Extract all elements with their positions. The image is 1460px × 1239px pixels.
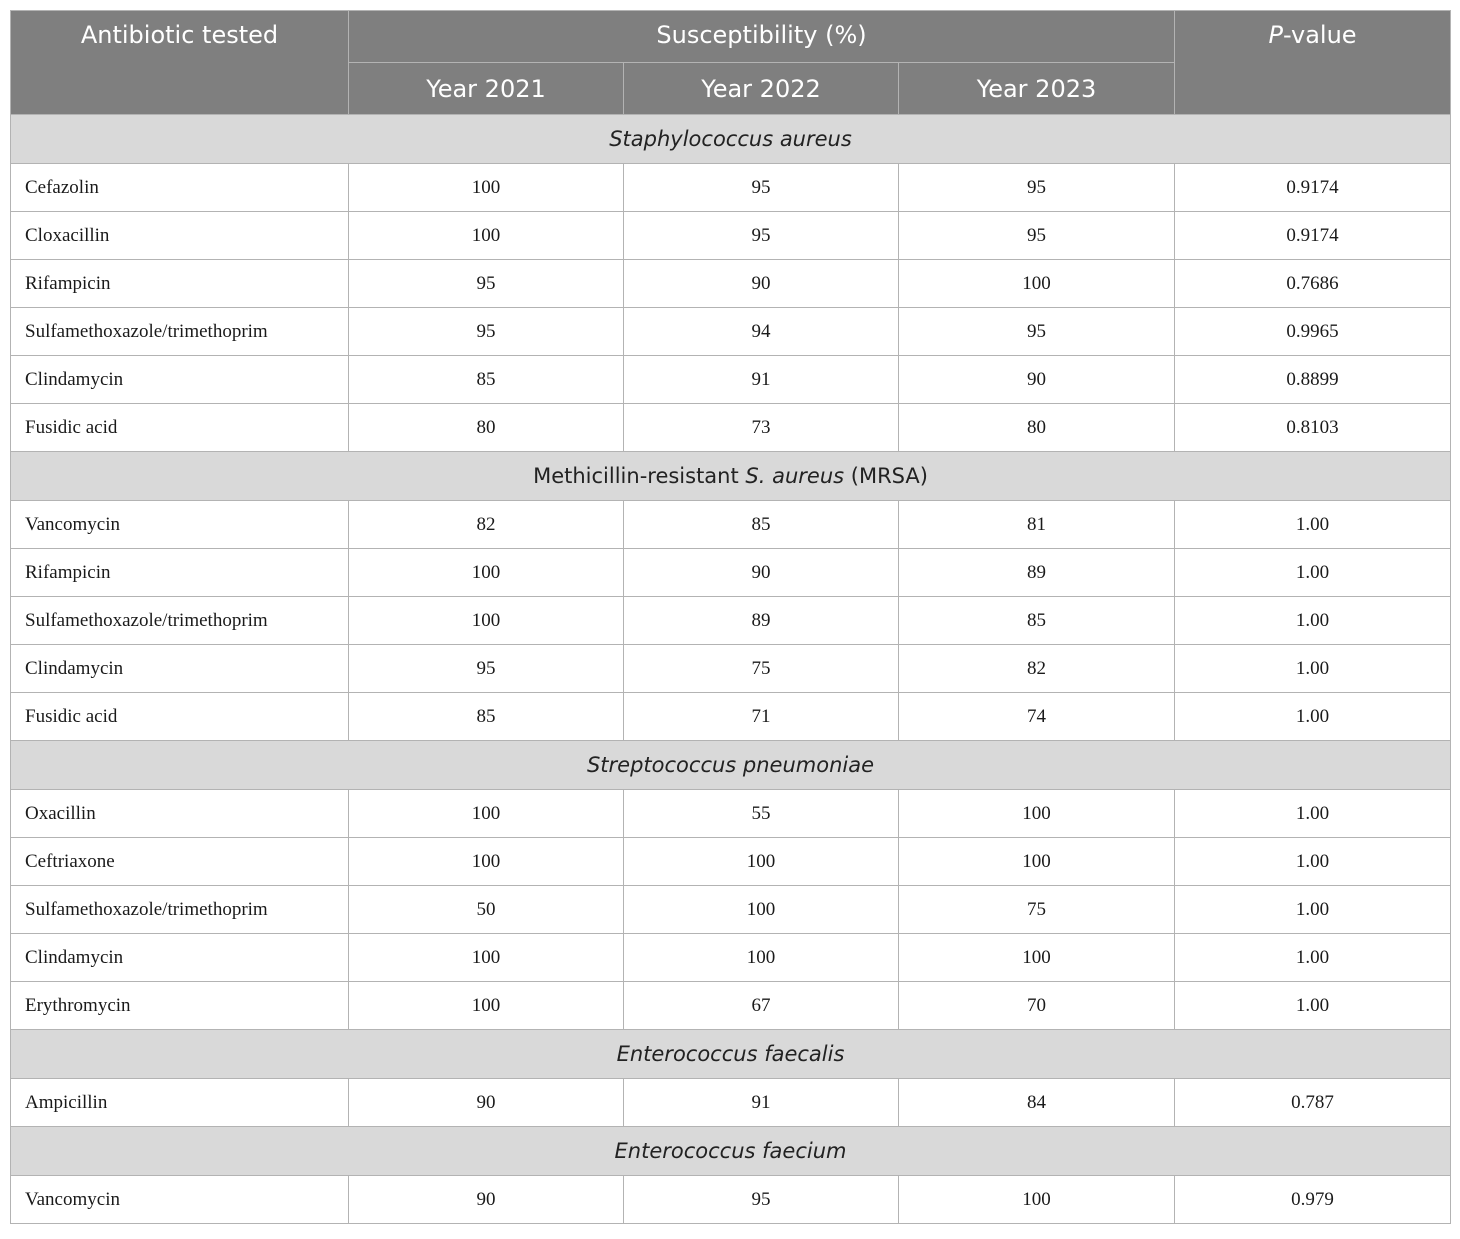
cell-antibiotic: Rifampicin: [11, 549, 349, 597]
cell-pvalue: 0.8899: [1175, 356, 1451, 404]
group-row: [11, 452, 1451, 501]
cell-2022: 55: [624, 790, 899, 838]
cell-2023: 100: [899, 1176, 1175, 1224]
cell-2023: 75: [899, 886, 1175, 934]
group-title: [11, 452, 1451, 501]
cell-2023: 80: [899, 404, 1175, 452]
table-row: [11, 790, 1451, 838]
group-title-italic: Streptococcus pneumoniae: [586, 753, 875, 777]
cell-2022: 100: [624, 838, 899, 886]
cell-2021: 82: [349, 501, 624, 549]
cell-pvalue: 1.00: [1175, 886, 1451, 934]
cell-pvalue: 0.9174: [1175, 164, 1451, 212]
cell-antibiotic: Cefazolin: [11, 164, 349, 212]
cell-2022: 91: [624, 356, 899, 404]
table-row: [11, 838, 1451, 886]
table-row: [11, 549, 1451, 597]
table-header: [11, 11, 1451, 115]
table-row: [11, 645, 1451, 693]
cell-2022: 75: [624, 645, 899, 693]
cell-2021: 100: [349, 790, 624, 838]
cell-antibiotic: Fusidic acid: [11, 693, 349, 741]
cell-2021: 50: [349, 886, 624, 934]
group-row: [11, 1030, 1451, 1079]
group-row: [11, 741, 1451, 790]
table-row: [11, 982, 1451, 1030]
cell-2022: 100: [624, 934, 899, 982]
cell-pvalue: 1.00: [1175, 838, 1451, 886]
cell-2021: 80: [349, 404, 624, 452]
header-pvalue: [1175, 11, 1451, 115]
header-year-2022: Year 2022: [624, 63, 899, 115]
cell-pvalue: 0.9965: [1175, 308, 1451, 356]
table-row: [11, 164, 1451, 212]
cell-antibiotic: Sulfamethoxazole/trimethoprim: [11, 886, 349, 934]
cell-antibiotic: Fusidic acid: [11, 404, 349, 452]
cell-2023: 100: [899, 934, 1175, 982]
cell-2022: 91: [624, 1079, 899, 1127]
table-body: [11, 115, 1451, 1224]
cell-2022: 95: [624, 212, 899, 260]
table-row: [11, 1176, 1451, 1224]
cell-2023: 95: [899, 212, 1175, 260]
cell-antibiotic: Clindamycin: [11, 356, 349, 404]
header-pvalue-italic: P: [1268, 21, 1283, 49]
cell-2022: 85: [624, 501, 899, 549]
cell-2023: 81: [899, 501, 1175, 549]
cell-antibiotic: Cloxacillin: [11, 212, 349, 260]
group-title: [11, 115, 1451, 164]
table-row: [11, 260, 1451, 308]
table-row: [11, 356, 1451, 404]
cell-2023: 95: [899, 308, 1175, 356]
group-title-italic: S. aureus: [745, 464, 845, 488]
cell-2023: 100: [899, 790, 1175, 838]
table-row: [11, 212, 1451, 260]
cell-2023: 89: [899, 549, 1175, 597]
cell-pvalue: 1.00: [1175, 597, 1451, 645]
cell-pvalue: 1.00: [1175, 501, 1451, 549]
cell-antibiotic: Vancomycin: [11, 501, 349, 549]
cell-2021: 100: [349, 838, 624, 886]
group-row: [11, 115, 1451, 164]
table-row: [11, 597, 1451, 645]
cell-antibiotic: Oxacillin: [11, 790, 349, 838]
cell-2021: 100: [349, 212, 624, 260]
cell-2022: 67: [624, 982, 899, 1030]
table-row: [11, 1079, 1451, 1127]
group-title-text: Methicillin-resistant: [533, 464, 746, 488]
cell-pvalue: 1.00: [1175, 982, 1451, 1030]
cell-2023: 100: [899, 838, 1175, 886]
cell-2022: 100: [624, 886, 899, 934]
cell-2023: 84: [899, 1079, 1175, 1127]
cell-pvalue: 1.00: [1175, 934, 1451, 982]
cell-2023: 90: [899, 356, 1175, 404]
cell-2023: 70: [899, 982, 1175, 1030]
cell-2023: 82: [899, 645, 1175, 693]
cell-antibiotic: Rifampicin: [11, 260, 349, 308]
cell-2021: 95: [349, 260, 624, 308]
cell-pvalue: 1.00: [1175, 790, 1451, 838]
header-pvalue-rest: -value: [1282, 21, 1357, 49]
table-row: [11, 308, 1451, 356]
cell-pvalue: 1.00: [1175, 645, 1451, 693]
group-title-italic: Enterococcus faecium: [614, 1139, 847, 1163]
cell-2021: 90: [349, 1079, 624, 1127]
group-title-italic: Staphylococcus aureus: [609, 127, 852, 151]
cell-2023: 100: [899, 260, 1175, 308]
cell-pvalue: 0.787: [1175, 1079, 1451, 1127]
cell-2022: 89: [624, 597, 899, 645]
cell-2021: 100: [349, 164, 624, 212]
cell-2021: 85: [349, 356, 624, 404]
cell-2022: 90: [624, 260, 899, 308]
cell-antibiotic: Sulfamethoxazole/trimethoprim: [11, 308, 349, 356]
cell-2022: 95: [624, 164, 899, 212]
table-row: [11, 886, 1451, 934]
cell-pvalue: 0.7686: [1175, 260, 1451, 308]
group-title-text: (MRSA): [844, 464, 928, 488]
table-row: [11, 501, 1451, 549]
table-row: [11, 404, 1451, 452]
cell-2023: 74: [899, 693, 1175, 741]
cell-pvalue: 1.00: [1175, 549, 1451, 597]
cell-2021: 95: [349, 645, 624, 693]
cell-2021: 85: [349, 693, 624, 741]
header-susceptibility: Susceptibility (%): [349, 11, 1175, 63]
header-year-2023: Year 2023: [899, 63, 1175, 115]
cell-pvalue: 0.9174: [1175, 212, 1451, 260]
table-row: [11, 934, 1451, 982]
cell-pvalue: 0.979: [1175, 1176, 1451, 1224]
cell-2023: 95: [899, 164, 1175, 212]
cell-antibiotic: Clindamycin: [11, 645, 349, 693]
cell-2021: 100: [349, 934, 624, 982]
header-year-2021: Year 2021: [349, 63, 624, 115]
cell-2021: 100: [349, 597, 624, 645]
cell-pvalue: 0.8103: [1175, 404, 1451, 452]
group-title: [11, 741, 1451, 790]
cell-2021: 100: [349, 549, 624, 597]
group-row: [11, 1127, 1451, 1176]
cell-antibiotic: Clindamycin: [11, 934, 349, 982]
cell-antibiotic: Ampicillin: [11, 1079, 349, 1127]
cell-2022: 71: [624, 693, 899, 741]
cell-2022: 95: [624, 1176, 899, 1224]
cell-antibiotic: Sulfamethoxazole/trimethoprim: [11, 597, 349, 645]
group-title: [11, 1127, 1451, 1176]
cell-antibiotic: Erythromycin: [11, 982, 349, 1030]
cell-2022: 90: [624, 549, 899, 597]
cell-2021: 95: [349, 308, 624, 356]
cell-antibiotic: Ceftriaxone: [11, 838, 349, 886]
cell-pvalue: 1.00: [1175, 693, 1451, 741]
table-row: [11, 693, 1451, 741]
cell-antibiotic: Vancomycin: [11, 1176, 349, 1224]
group-title-italic: Enterococcus faecalis: [616, 1042, 845, 1066]
group-title: [11, 1030, 1451, 1079]
susceptibility-table: [10, 10, 1451, 1224]
cell-2023: 85: [899, 597, 1175, 645]
cell-2021: 90: [349, 1176, 624, 1224]
cell-2022: 73: [624, 404, 899, 452]
cell-2022: 94: [624, 308, 899, 356]
cell-2021: 100: [349, 982, 624, 1030]
header-antibiotic: Antibiotic tested: [11, 11, 349, 115]
